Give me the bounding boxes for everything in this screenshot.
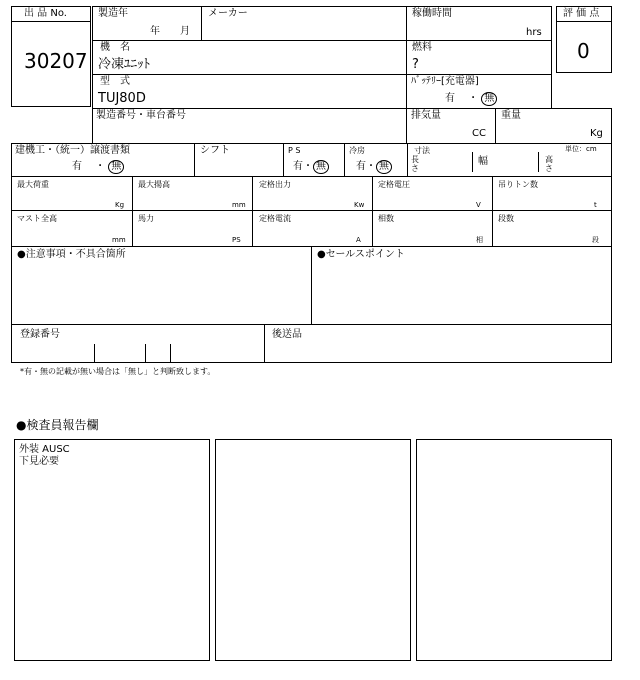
- type-value: TUJ80D: [98, 91, 146, 106]
- cooling-yes: 有: [356, 161, 366, 172]
- battery-options: 有 ・ 無: [445, 92, 497, 106]
- crane-ton-label: 吊りトン数: [498, 180, 538, 189]
- rated-output-label: 定格出力: [259, 180, 291, 189]
- stages-label: 段数: [498, 214, 514, 223]
- phase-label: 相数: [378, 214, 394, 223]
- inspector-note-line-2: 下見必要: [19, 456, 59, 467]
- ps-yes: 有: [293, 161, 303, 172]
- item-no-label: 出 品 No.: [24, 8, 67, 19]
- horsepower-unit: PS: [232, 236, 241, 244]
- transfer-yes: 有: [72, 161, 82, 172]
- model-label: 機 名: [100, 42, 130, 53]
- shift-label: シフト: [200, 145, 230, 156]
- rating-label: 評 価 点: [563, 8, 600, 19]
- rated-voltage-unit: V: [476, 201, 481, 209]
- transfer-docs-options: 有 ・ 無: [72, 160, 124, 174]
- crane-ton-unit: t: [594, 201, 597, 209]
- transfer-no: 無: [108, 160, 124, 174]
- dimensions-label: 寸法: [414, 146, 430, 155]
- stages-unit: 段: [592, 236, 599, 244]
- type-label: 型 式: [100, 76, 130, 87]
- inspector-note-line-1: 外装 AUSC: [19, 444, 70, 455]
- inspector-box-1: [14, 439, 210, 661]
- item-no-value: 30207: [24, 49, 88, 73]
- registration-label: 登録番号: [20, 329, 60, 340]
- mast-height-label: マスト全高: [17, 214, 57, 223]
- weight-label: 重量: [501, 110, 521, 121]
- horsepower-label: 馬力: [138, 214, 154, 223]
- displacement-label: 排気量: [411, 110, 441, 121]
- sales-point-label: ●セールスポイント: [317, 249, 405, 260]
- hours-label: 稼働時間: [412, 8, 452, 19]
- height-label: 高 さ: [545, 155, 553, 173]
- caution-label: ●注意事項・不具合箇所: [17, 249, 126, 260]
- transfer-docs-label: 建機工・（統一）譲渡書類: [15, 145, 130, 156]
- length-label: 長 さ: [411, 155, 419, 173]
- rated-current-unit: A: [356, 236, 361, 244]
- serial-label: 製造番号・車台番号: [96, 110, 186, 121]
- phase-unit: 相: [476, 236, 483, 244]
- rated-output-unit: Kw: [354, 201, 365, 209]
- displacement-unit: CC: [472, 128, 486, 139]
- fuel-value: ?: [412, 57, 419, 72]
- battery-no: 無: [481, 92, 497, 106]
- maker-label: メーカー: [208, 8, 248, 19]
- model-value: 冷凍ﾕﾆｯﾄ: [98, 57, 151, 72]
- inspector-title: ●検査員報告欄: [16, 418, 99, 432]
- inspector-box-3: [416, 439, 612, 661]
- max-lift-unit: mm: [232, 201, 246, 209]
- inspector-box-2: [215, 439, 411, 661]
- hours-unit: hrs: [526, 27, 542, 38]
- battery-yes: 有: [445, 93, 455, 104]
- post-delivery-cell: [264, 324, 612, 363]
- rating-value: 0: [577, 39, 590, 63]
- rated-current-label: 定格電流: [259, 214, 291, 223]
- max-load-unit: Kg: [115, 201, 125, 209]
- max-lift-label: 最大揚高: [138, 180, 170, 189]
- unit-note: 単位：cm: [565, 145, 597, 153]
- mast-height-unit: mm: [112, 236, 126, 244]
- battery-label: ﾊﾞｯﾃﾘｰ[充電器]: [411, 76, 479, 87]
- cooling-no: 無: [376, 160, 392, 174]
- ps-options: 有・ 無: [293, 160, 329, 174]
- post-delivery-label: 後送品: [272, 329, 302, 340]
- cooling-label: 冷房: [349, 146, 365, 155]
- rated-voltage-label: 定格電圧: [378, 180, 410, 189]
- ps-label: P S: [288, 146, 301, 155]
- weight-unit: Kg: [590, 128, 603, 139]
- fuel-label: 燃料: [412, 42, 432, 53]
- footnote: *有・無の記載が無い場合は「無し」と判断致します。: [20, 367, 216, 376]
- year-unit: 年 月: [150, 26, 190, 37]
- max-load-label: 最大荷重: [17, 180, 49, 189]
- cooling-options: 有・ 無: [356, 160, 392, 174]
- width-label: 幅: [478, 156, 488, 167]
- ps-no: 無: [313, 160, 329, 174]
- year-label: 製造年: [98, 8, 128, 19]
